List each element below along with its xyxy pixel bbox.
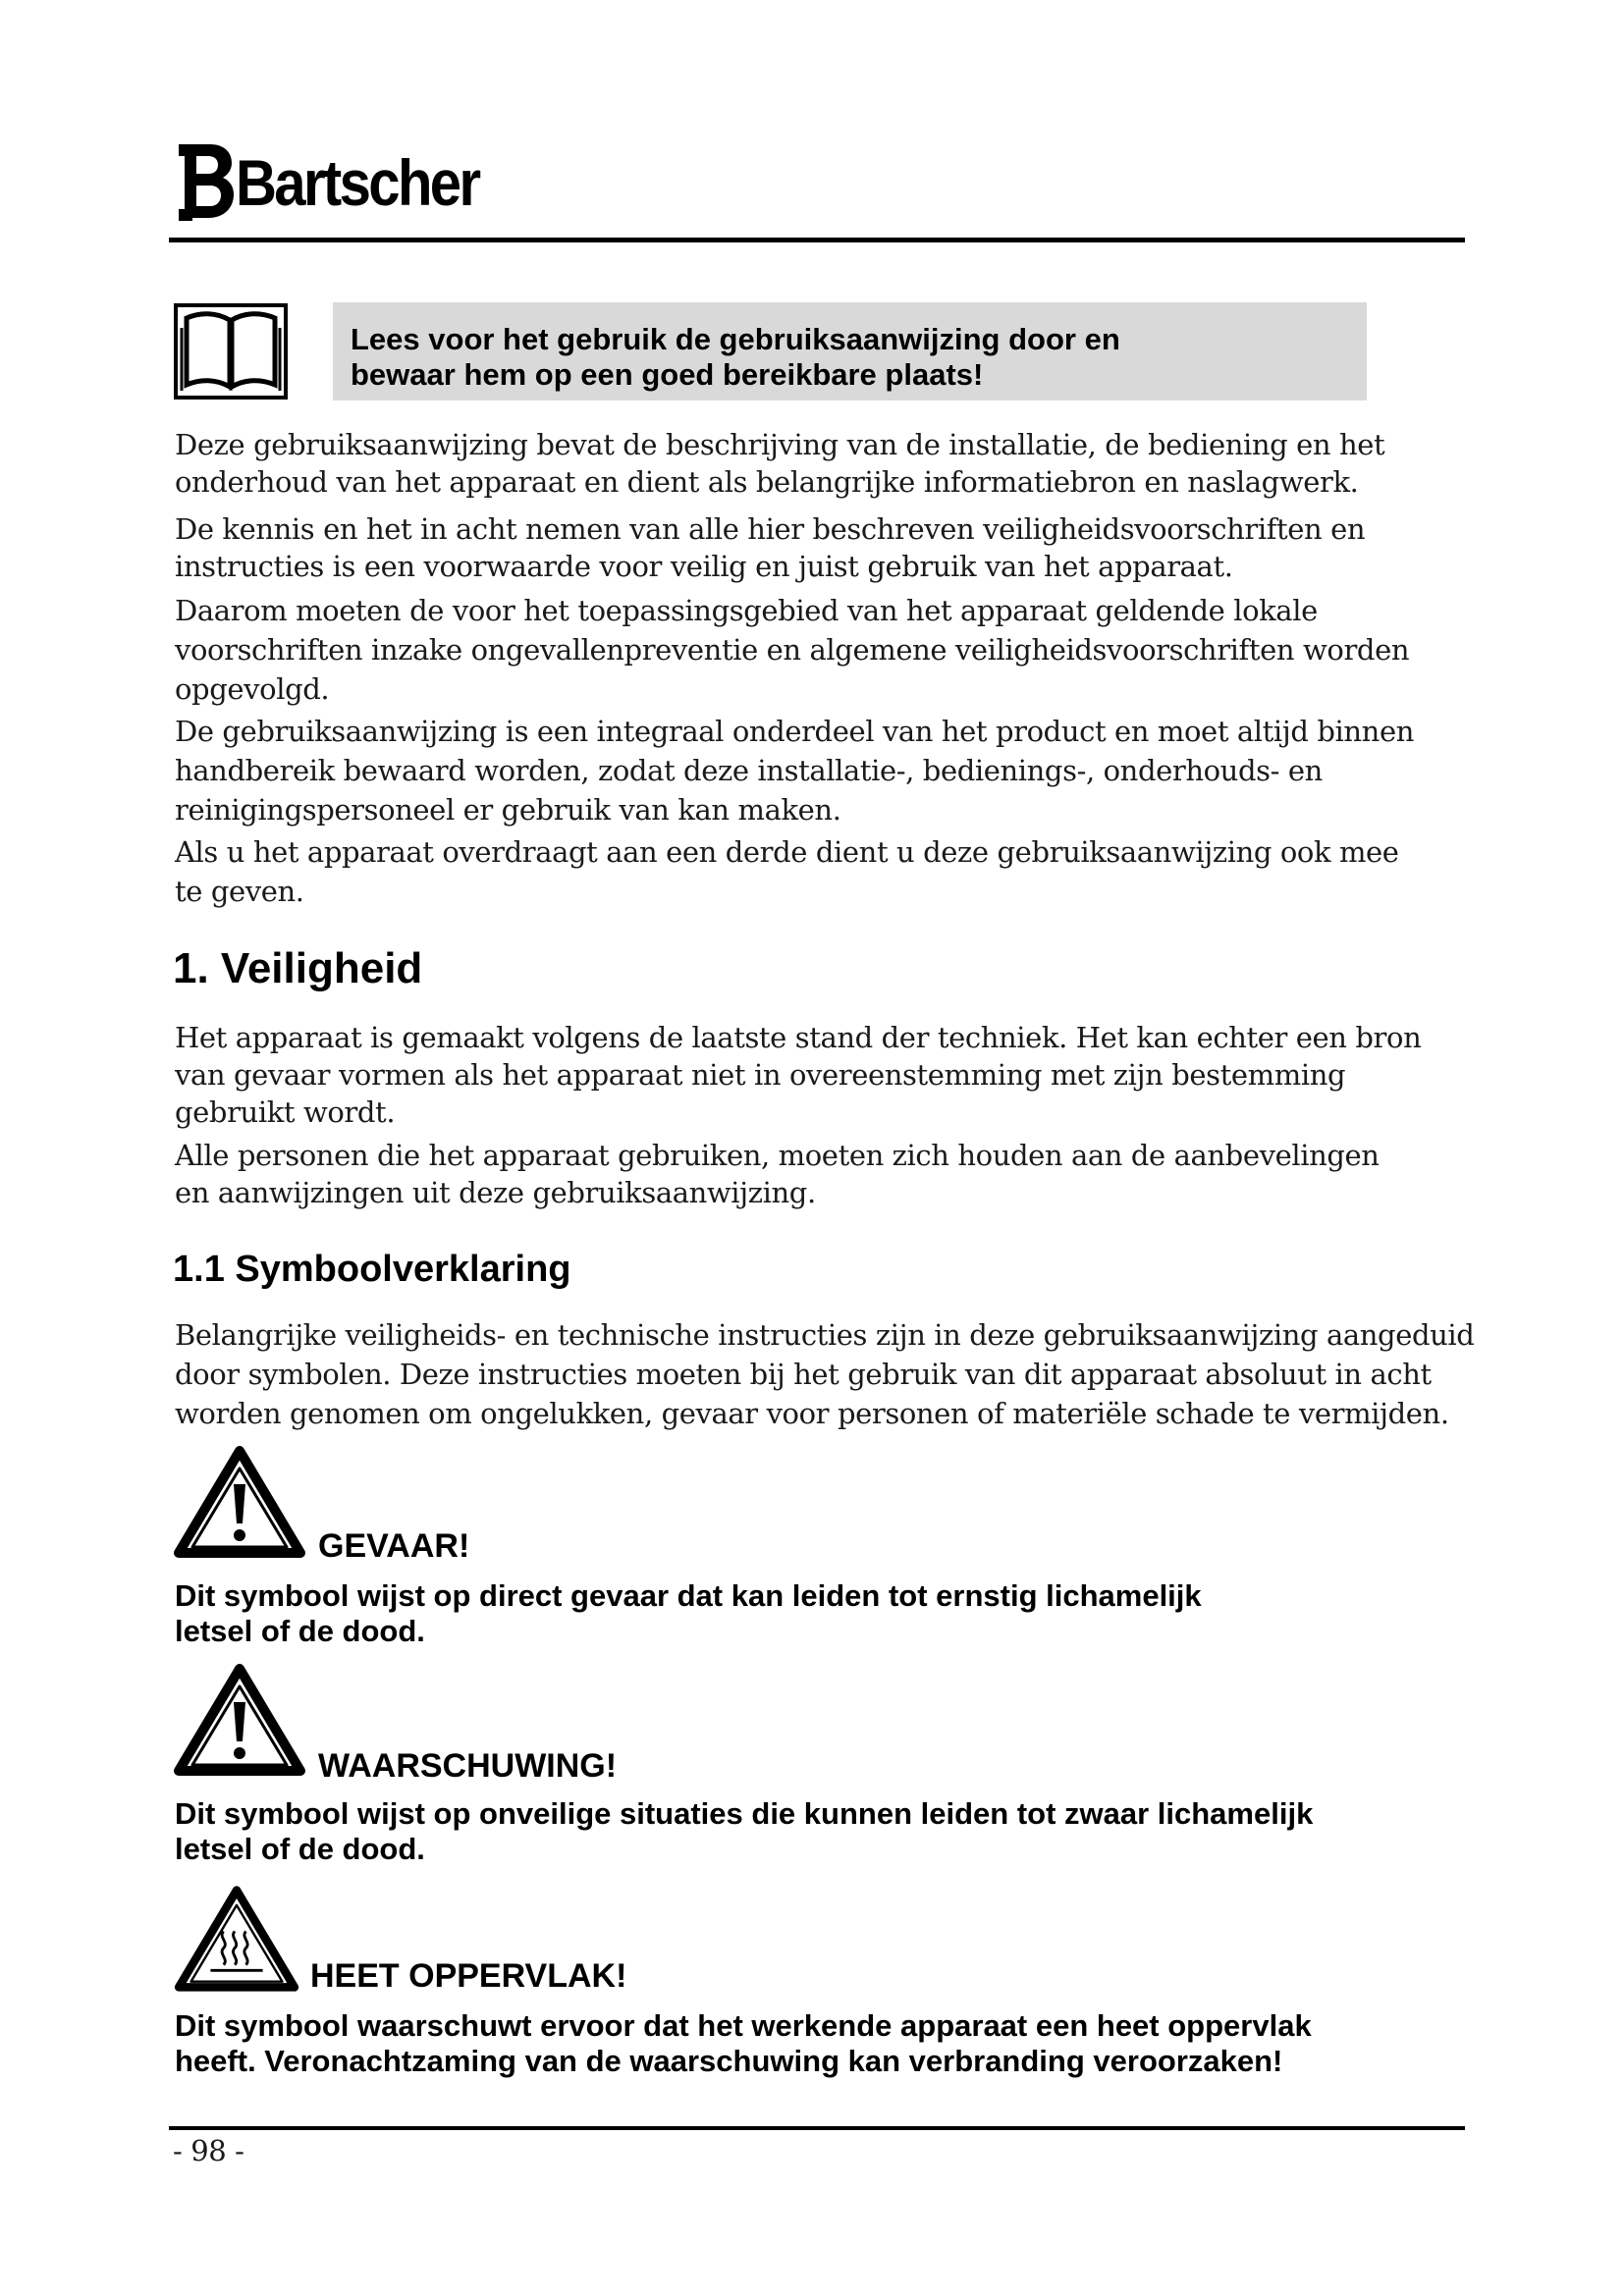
hot-surface-icon <box>173 1885 300 1995</box>
text-line: te geven. <box>175 875 304 908</box>
text-line: instructies is een voorwaarde voor veilig en juist gebruik van het apparaat. <box>175 550 1233 583</box>
text-line: en aanwijzingen uit deze gebruiksaanwijzing. <box>175 1176 816 1209</box>
text-line: Deze gebruiksaanwijzing bevat de beschrijving van de installatie, de bediening en het <box>175 428 1385 461</box>
section1-paragraph-2 <box>175 1137 1382 1211</box>
text-line: De gebruiksaanwijzing is een integraal onderdeel van het product en moet altijd binnen <box>175 715 1414 748</box>
text-line: door symbolen. Deze instructies moeten bij het gebruik van dit apparaat absoluut in acht <box>175 1358 1432 1391</box>
symbol-label: GEVAAR! <box>318 1527 470 1565</box>
page-number: - 98 - <box>173 2134 244 2167</box>
manual-book-icon <box>173 302 289 400</box>
symbol-label: HEET OPPERVLAK! <box>310 1957 627 1995</box>
text-line: heeft. Veronachtzaming van de waarschuwing kan verbranding veroorzaken! <box>175 2044 1283 2078</box>
footer-rule <box>169 2126 1465 2130</box>
brand-logo <box>175 135 512 230</box>
symbol-description <box>175 1578 1202 1649</box>
intro-paragraph-4 <box>175 712 1414 829</box>
intro-paragraph-3 <box>175 591 1410 709</box>
subsection-heading: 1.1 Symboolverklaring <box>173 1249 571 1290</box>
symbol-label: WAARSCHUWING! <box>318 1747 618 1785</box>
brand-name: Bartscher <box>236 146 479 219</box>
text-line: De kennis en het in acht nemen van alle hier beschreven veiligheidsvoorschriften en <box>175 512 1366 546</box>
text-line: Alle personen die het apparaat gebruiken, moeten zich houden aan de aanbevelingen <box>175 1139 1380 1172</box>
warning-triangle-icon <box>173 1445 306 1561</box>
bartscher-b-logo-icon <box>175 138 240 227</box>
section1-paragraph-1 <box>175 1019 1422 1131</box>
text-line: onderhoud van het apparaat en dient als belangrijke informatiebron en naslagwerk. <box>175 465 1359 499</box>
symbol-description <box>175 1796 1313 1867</box>
text-line: Als u het apparaat overdraagt aan een derde dient u deze gebruiksaanwijzing ook mee <box>175 835 1399 869</box>
section11-paragraph-1 <box>175 1315 1475 1433</box>
text-line: letsel of de dood. <box>175 1614 425 1648</box>
text-line: Daarom moeten de voor het toepassingsgebied van het apparaat geldende lokale <box>175 594 1318 627</box>
text-line: handbereik bewaard worden, zodat deze installatie-, bedienings-, onderhouds- en <box>175 754 1323 787</box>
header-rule <box>169 238 1465 242</box>
section-heading: 1. Veiligheid <box>173 944 423 992</box>
symbol-description <box>175 2008 1312 2079</box>
text-line: gebruikt wordt. <box>175 1095 396 1129</box>
notice-text <box>351 322 1120 393</box>
text-line: reinigingspersoneel er gebruik van kan maken. <box>175 793 841 827</box>
text-line: opgevolgd. <box>175 672 330 706</box>
intro-paragraph-5 <box>175 832 1399 911</box>
text-line: voorschriften inzake ongevallenpreventie en algemene veiligheidsvoorschriften worden <box>175 633 1410 667</box>
text-line: van gevaar vormen als het apparaat niet in overeenstemming met zijn bestemming <box>175 1058 1346 1092</box>
warning-triangle-icon <box>173 1663 306 1779</box>
notice-line: Lees voor het gebruik de gebruiksaanwijzing door en <box>351 322 1120 356</box>
text-line: Dit symbool wijst op direct gevaar dat kan leiden tot ernstig lichamelijk <box>175 1578 1202 1613</box>
notice-box <box>333 302 1367 400</box>
text-line: worden genomen om ongelukken, gevaar voor personen of materiële schade te vermijden. <box>175 1397 1449 1430</box>
intro-paragraph-1 <box>175 426 1385 501</box>
text-line: Belangrijke veiligheids- en technische instructies zijn in deze gebruiksaanwijzing aangeduid <box>175 1318 1475 1352</box>
text-line: Het apparaat is gemaakt volgens de laatste stand der techniek. Het kan echter een bron <box>175 1021 1422 1054</box>
text-line: letsel of de dood. <box>175 1832 425 1866</box>
text-line: Dit symbool waarschuwt ervoor dat het werkende apparaat een heet oppervlak <box>175 2008 1312 2043</box>
notice-line: bewaar hem op een goed bereikbare plaats! <box>351 357 984 392</box>
intro-paragraph-2 <box>175 510 1382 585</box>
text-line: Dit symbool wijst op onveilige situaties die kunnen leiden tot zwaar lichamelijk <box>175 1796 1314 1831</box>
